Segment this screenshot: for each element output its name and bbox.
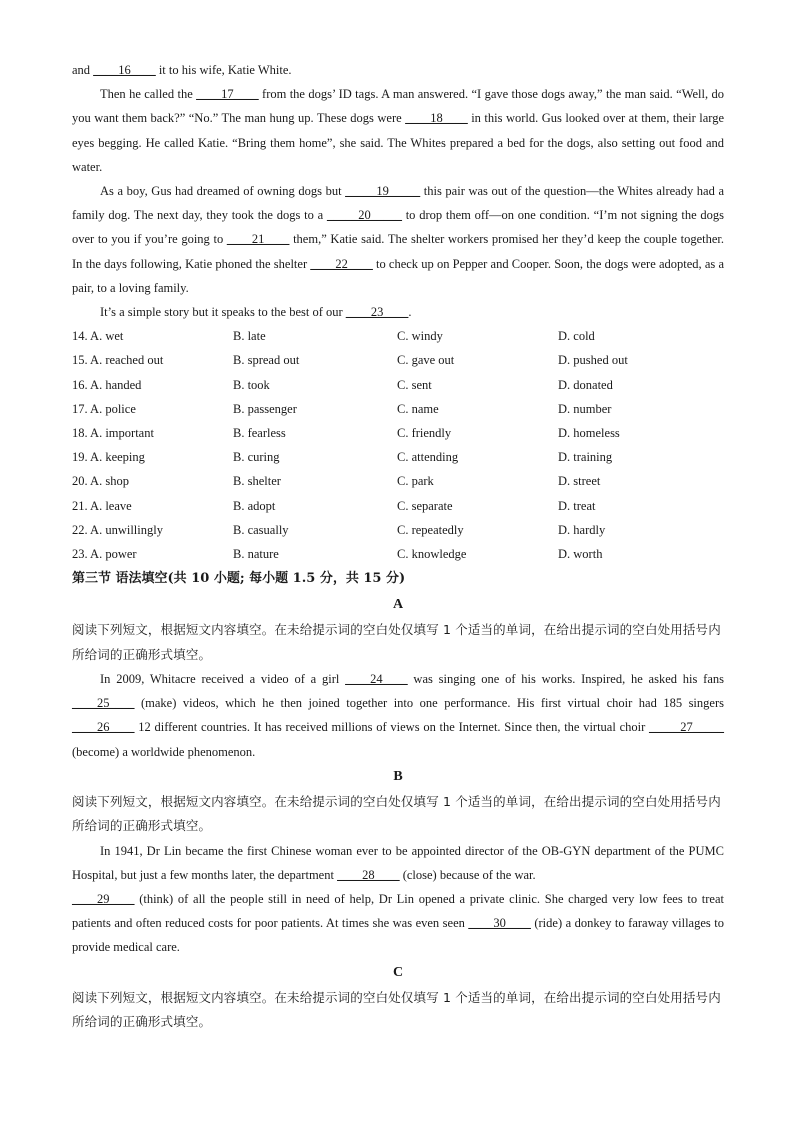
option-d: D. number <box>558 401 612 416</box>
text: . <box>408 305 412 320</box>
text: In 2009, Whitacre received a video of a girl <box>100 671 346 686</box>
section-3-title: 第三节 语法填空(共 10 小题; 每小题 1.5 分，共 15 分) <box>72 571 406 587</box>
option-d: D. cold <box>558 329 595 344</box>
option-row-22 <box>72 518 724 542</box>
option-a: 21. A. leave <box>72 498 132 513</box>
option-row-15 <box>72 348 724 372</box>
option-a: 16. A. handed <box>72 377 142 392</box>
option-d: D. donated <box>558 377 613 392</box>
passage-line-16 <box>72 58 724 82</box>
part-a-instruction: 阅读下列短文，根据短文内容填空。在未给提示词的空白处仅填写 1 个适当的单词，在给出提示词的空白处用括号内所给词的正确形式填空。 <box>72 622 721 662</box>
option-b: B. nature <box>233 546 279 561</box>
option-a: 18. A. important <box>72 425 154 440</box>
blank-29: ____29____ <box>72 891 135 906</box>
option-b: B. fearless <box>233 425 286 440</box>
blank-16: ____16____ <box>93 63 156 77</box>
text: (close) because of the war. <box>399 867 536 882</box>
option-row-17 <box>72 397 724 421</box>
option-a: 15. A. reached out <box>72 353 164 368</box>
blank-19: _____19_____ <box>345 184 421 199</box>
option-b: B. spread out <box>233 353 300 368</box>
option-a: 17. A. police <box>72 401 136 416</box>
option-c: C. gave out <box>397 353 455 368</box>
blank-23: ____23____ <box>345 305 409 320</box>
text: (think) of all the people still in need of help, Dr Lin opened a private clinic. She charged very low fees to treat patients and often reduced costs for poor patients. At times she was even seen <box>72 891 724 931</box>
text: and <box>72 63 94 77</box>
option-row-21 <box>72 494 724 518</box>
part-c-instruction: 阅读下列短文，根据短文内容填空。在未给提示词的空白处仅填写 1 个适当的单词，在给出提示词的空白处用括号内所给词的正确形式填空。 <box>72 989 721 1029</box>
text: (become) a worldwide phenomenon. <box>72 744 256 759</box>
blank-18: ____18____ <box>405 111 468 126</box>
option-c: C. friendly <box>397 425 452 440</box>
option-a: 20. A. shop <box>72 474 129 489</box>
option-d: D. hardly <box>558 522 606 537</box>
text: them,” Katie said. The shelter workers promised her they’d keep the couple together. In the days following, Katie phoned the shelter <box>72 232 724 271</box>
text: It’s a simple story but it speaks to the best of our <box>100 305 346 320</box>
text: this pair was out of the question—the Whites already had a family dog. The next day, they took the dogs to a <box>72 184 724 223</box>
part-a-passage <box>72 667 724 764</box>
option-c: C. knowledge <box>397 546 467 561</box>
text: to drop them off—on one condition. “I’m not signing the dogs over to you if you’re going to <box>72 208 725 247</box>
passage-paragraph-3 <box>72 300 724 324</box>
part-a-label: A <box>392 597 404 613</box>
option-b: B. passenger <box>233 401 297 416</box>
text: to check up on Pepper and Cooper. Soon, the dogs were adopted, as a pair, to a loving family. <box>72 256 724 295</box>
text: it to his wife, Katie White. <box>155 63 292 77</box>
passage-paragraph-2 <box>72 179 724 300</box>
part-b-instruction: 阅读下列短文，根据短文内容填空。在未给提示词的空白处仅填写 1 个适当的单词，在给出提示词的空白处用括号内所给词的正确形式填空。 <box>72 793 721 834</box>
blank-22: ____22____ <box>310 256 373 271</box>
option-c: C. name <box>397 401 439 416</box>
text: In 1941, Dr Lin became the first Chinese woman ever to be appointed director of the OB-GYN department of the PUMC Hospital, but just a few months later, the department <box>72 843 724 882</box>
blank-20: _____20_____ <box>326 208 402 223</box>
option-b: B. shelter <box>233 474 281 489</box>
option-d: D. treat <box>558 498 596 513</box>
option-d: D. street <box>558 474 601 489</box>
option-d: D. pushed out <box>558 353 628 368</box>
blank-30: ____30____ <box>468 916 531 931</box>
text: (make) videos, which he then joined together into one performance. His first virtual choir had 185 singers <box>134 696 724 711</box>
text: from the dogs’ ID tags. A man answered. “I gave those dogs away,” the man said. “Well, do you want them back?” “No.” The man hung up. These dogs were <box>72 87 725 126</box>
option-d: D. training <box>558 450 613 465</box>
blank-24: ____24____ <box>345 671 408 686</box>
option-c: C. park <box>397 474 434 489</box>
option-c: C. windy <box>397 329 443 344</box>
option-row-19 <box>72 445 724 469</box>
option-c: C. sent <box>397 377 432 392</box>
answer-options <box>72 324 724 566</box>
exam-page <box>72 58 724 1034</box>
option-c: C. separate <box>397 498 453 513</box>
option-b: B. took <box>233 377 270 392</box>
option-a: 22. A. unwillingly <box>72 522 163 537</box>
part-c-label: C <box>392 964 404 980</box>
option-b: B. casually <box>233 522 289 537</box>
option-c: C. attending <box>397 450 459 465</box>
blank-21: ____21____ <box>226 232 290 247</box>
blank-26: ____26____ <box>72 720 135 735</box>
text: (ride) a donkey to faraway villages to provide medical care. <box>72 916 724 955</box>
blank-27: _____27_____ <box>649 720 724 735</box>
text: As a boy, Gus had dreamed of owning dogs but <box>100 184 346 199</box>
passage-paragraph-1 <box>72 82 724 179</box>
blank-17: ____17____ <box>196 87 259 102</box>
part-b-label: B <box>393 768 403 784</box>
option-row-23 <box>72 542 724 566</box>
option-a: 14. A. wet <box>72 329 124 344</box>
option-c: C. repeatedly <box>397 522 464 537</box>
text: in this world. Gus looked over at them, their large eyes begging. He called Katie. “Bring them home”, she said. The Whites prepared a bed for the dogs, also setting out food and water. <box>72 111 724 174</box>
option-d: D. homeless <box>558 425 620 440</box>
blank-28: ____28____ <box>337 867 400 882</box>
text: was singing one of his works. Inspired, he asked his fans <box>407 671 724 686</box>
option-b: B. late <box>233 329 266 344</box>
text: 12 different countries. It has received millions of views on the Internet. Since then, the virtual choir <box>134 720 649 735</box>
option-b: B. curing <box>233 450 280 465</box>
option-row-16 <box>72 373 724 397</box>
option-b: B. adopt <box>233 498 276 513</box>
option-a: 23. A. power <box>72 546 137 561</box>
option-d: D. worth <box>558 546 603 561</box>
part-b-passage <box>72 839 724 960</box>
option-row-14 <box>72 324 724 348</box>
option-row-18 <box>72 421 724 445</box>
blank-25: ____25____ <box>72 696 135 711</box>
option-row-20 <box>72 469 724 493</box>
text: Then he called the <box>100 87 197 102</box>
option-a: 19. A. keeping <box>72 450 145 465</box>
